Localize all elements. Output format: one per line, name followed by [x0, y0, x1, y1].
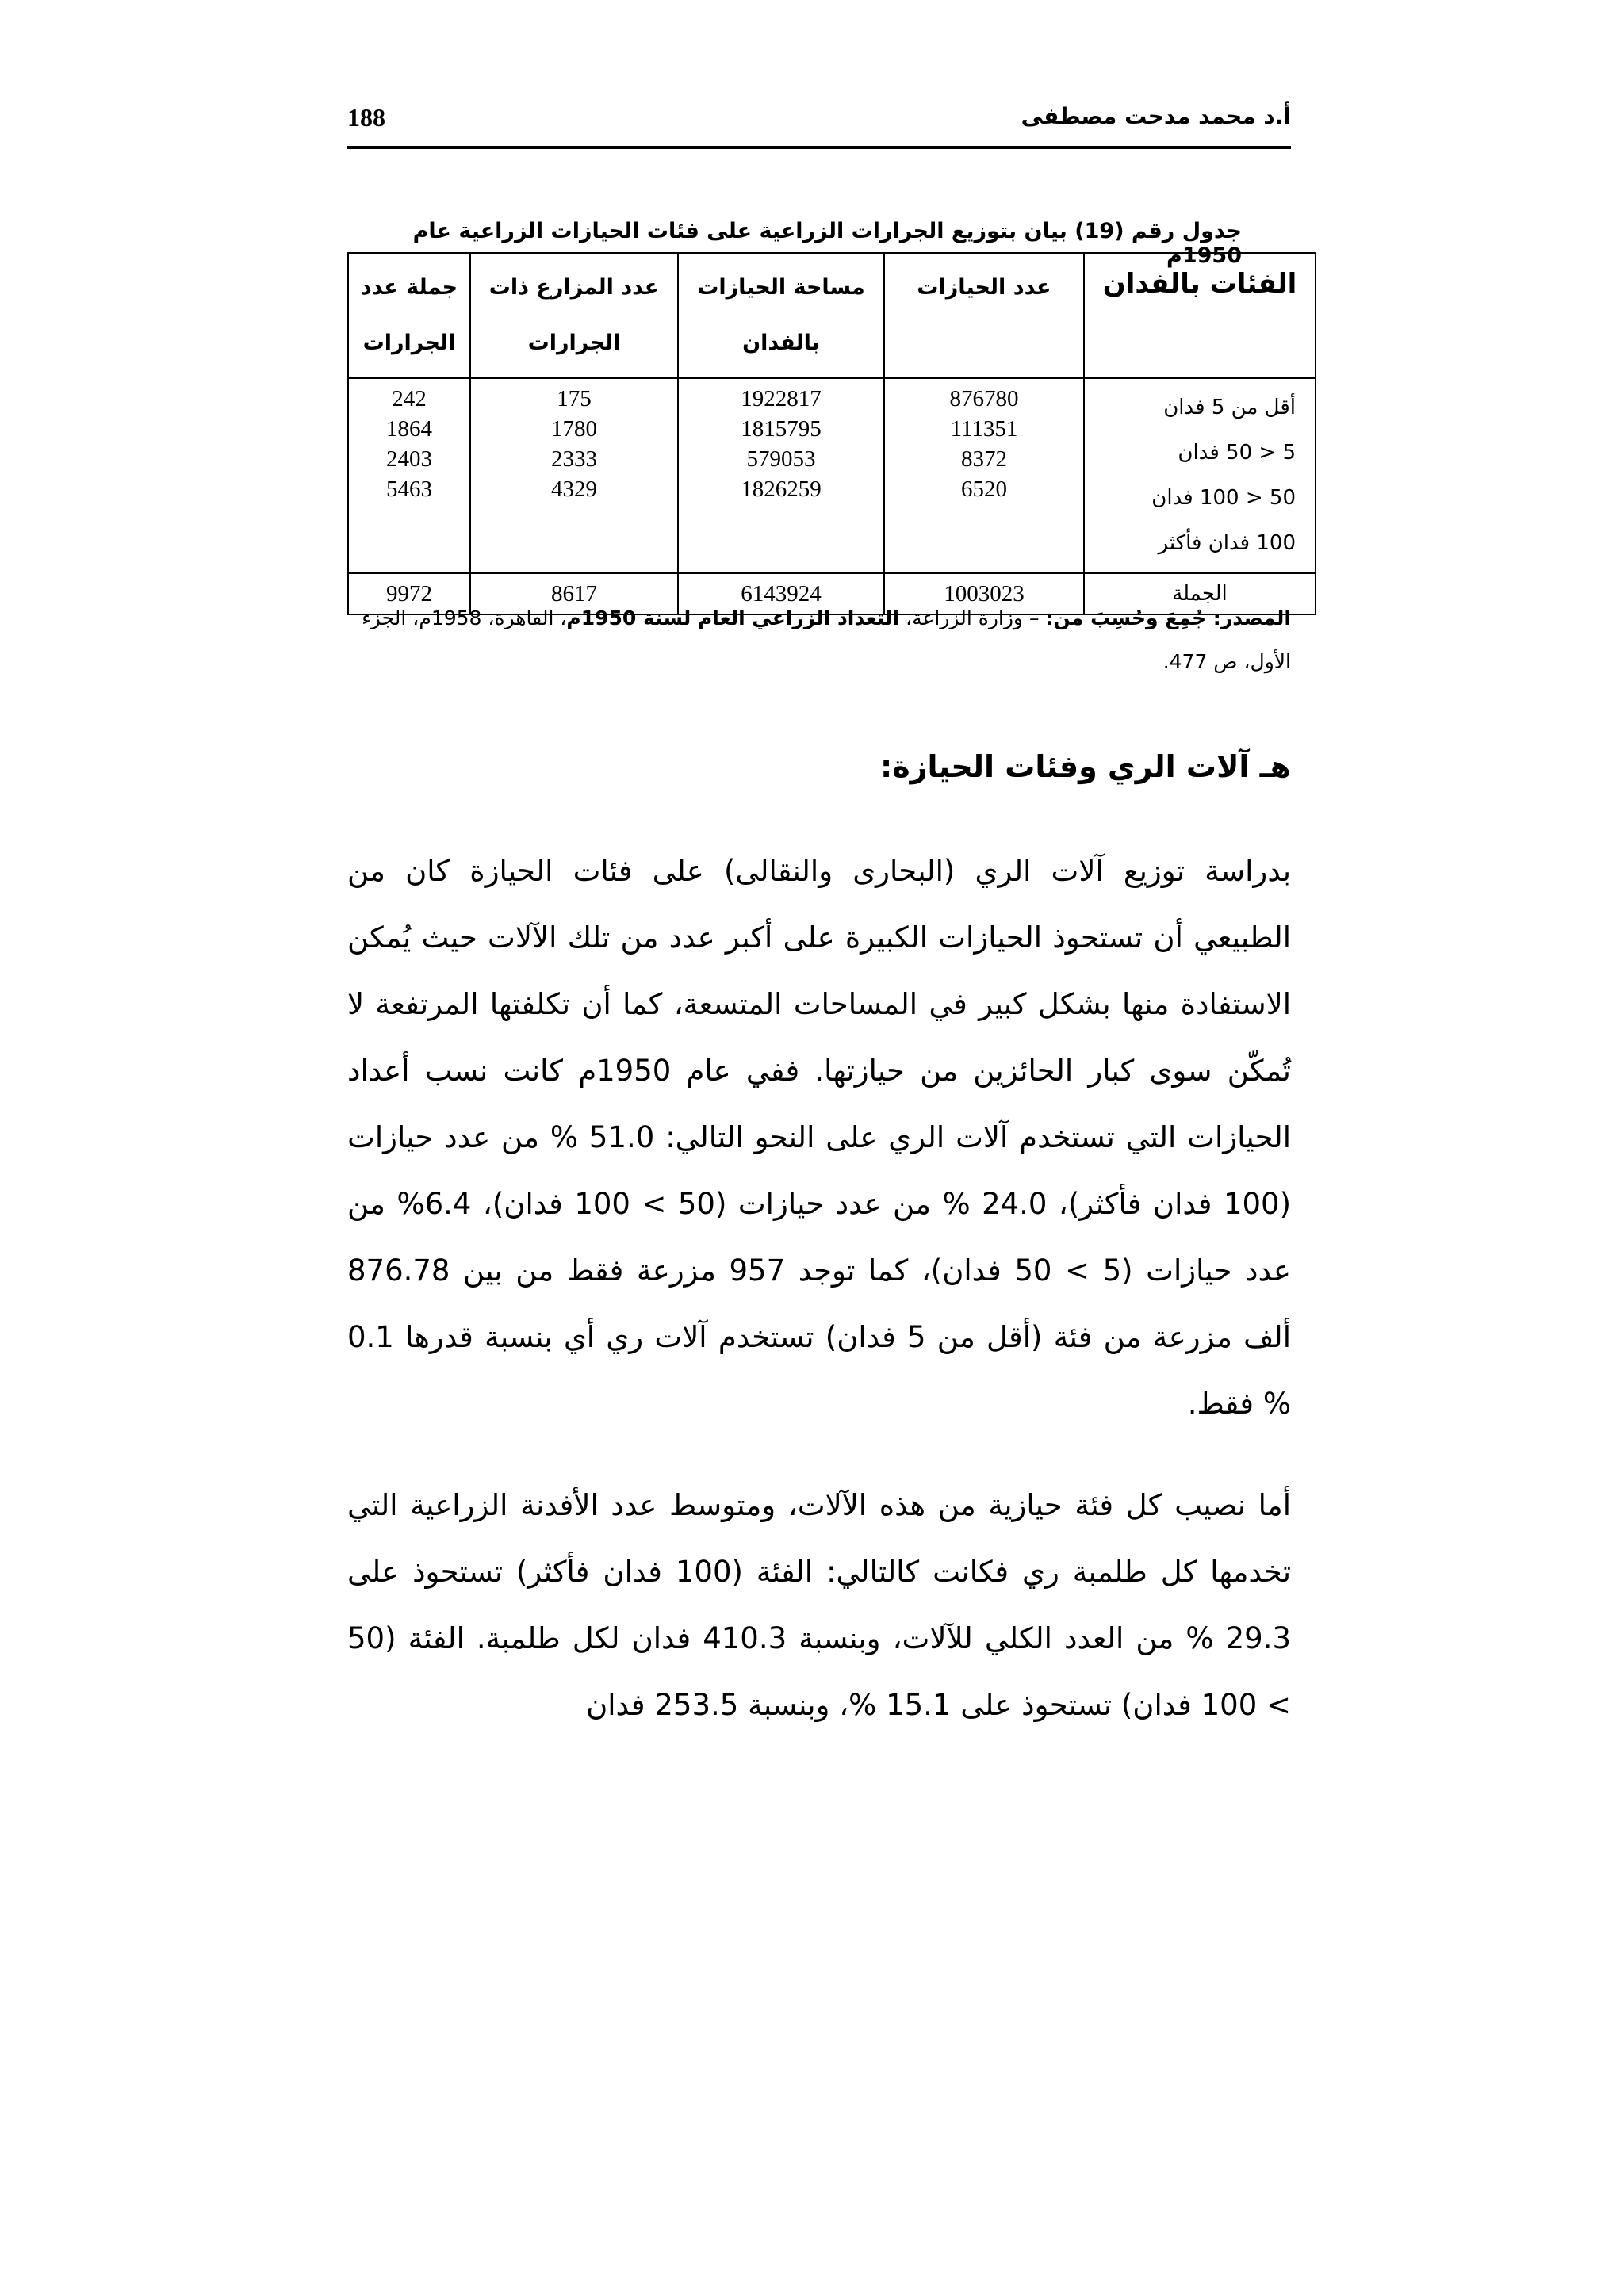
farms-with-tractors-cell — [470, 378, 678, 573]
total-holdings-count: 1003023 — [884, 573, 1084, 614]
table-value: 2403 — [386, 446, 432, 472]
category-label: 50 < 100 فدان — [1151, 486, 1296, 510]
table-value: 2333 — [551, 446, 597, 472]
table-row — [348, 378, 1316, 573]
table-value: 876780 — [949, 386, 1019, 411]
categories-cell — [1084, 378, 1316, 573]
body-paragraph: أما نصيب كل فئة حيازية من هذه الآلات، ومتوسط عدد الأفدنة الزراعية التي تخدمها كل طلمبة ري فكانت كالتالي: الفئة (100 فدان فأكثر) تستحوذ على 29.3 % من العدد الكلي للآلات، وبنسبة 410.3 فدان لكل طلمبة. الفئة (50 > 100 فدان) تستحوذ على 15.1 %، وبنسبة 253.5 فدان — [347, 1488, 1292, 1722]
table-value: 5463 — [386, 476, 432, 502]
total-tractors-cell — [348, 378, 470, 573]
table-source-note — [347, 596, 1291, 683]
table-value: 1864 — [386, 416, 432, 442]
table-value: 1780 — [551, 416, 597, 442]
table-value: 175 — [557, 386, 592, 411]
header-categories: الفئات بالفدان — [1084, 253, 1316, 378]
header-total-tractors: جملة عدد الجرارات — [348, 253, 470, 378]
table-value: 111351 — [950, 416, 1018, 442]
holdings-area-cell — [678, 378, 884, 573]
source-label: المصدر: جُمِعَ وحُسِبَ من: — [1045, 607, 1291, 629]
table-value: 6520 — [961, 476, 1007, 502]
tractor-distribution-table — [347, 252, 1316, 615]
category-label: 5 < 50 فدان — [1178, 441, 1296, 465]
body-paragraph: بدراسة توزيع آلات الري (البحارى والنقالى) على فئات الحيازة كان من الطبيعي أن تستحوذ الحيازات الكبيرة على أكبر عدد من تلك الآلات حيث يُمكن الاستفادة منها بشكل كبير في المساحات المتسعة، كما أن تكلفتها المرتفعة لا تُمكّن سوى كبار الحائزين من حيازتها. ففي عام 1950م كانت نسب أعداد الحيازات التي تستخدم آلات الري على النحو التالي: 51.0 % من عدد حيازات (100 فدان فأكثر)، 24.0 % من عدد حيازات (50 > 100 فدان)، 6.4% من عدد حيازات (5 > 50 فدان)، كما توجد 957 مزرعة فقط من بين 876.78 ألف مزرعة من فئة (أقل من 5 فدان) تستخدم آلات ري أي بنسبة قدرها 0.1 % فقط. — [347, 854, 1292, 1421]
table-value: 4329 — [551, 476, 597, 502]
total-tractors: 9972 — [348, 573, 470, 614]
total-label: الجملة — [1084, 573, 1316, 614]
table-caption: جدول رقم (19) بيان بتوزيع الجرارات الزراعية على فئات الحيازات الزراعية عام 1950م — [412, 219, 1242, 268]
author-name: أ.د محمد مدحت مصطفى — [1021, 103, 1291, 129]
running-header — [347, 103, 1291, 144]
header-farms-with-tractors: عدد المزارع ذات الجرارات — [470, 253, 678, 378]
category-label: 100 فدان فأكثر — [1158, 531, 1296, 555]
source-text: – وزارة الزراعة، — [899, 607, 1046, 629]
section-heading: هـ آلات الري وفئات الحيازة: — [880, 749, 1291, 784]
table-value: 242 — [392, 386, 427, 411]
source-title: التعداد الزراعي العام لسنة 1950م — [566, 607, 900, 629]
document-page — [347, 0, 1297, 2296]
table-value: 579053 — [746, 446, 816, 472]
total-farms-with-tractors: 8617 — [470, 573, 678, 614]
page-number: 188 — [347, 103, 385, 132]
header-divider — [347, 146, 1291, 149]
table-value: 8372 — [961, 446, 1007, 472]
header-holdings-count: عدد الحيازات — [884, 253, 1084, 378]
category-label: أقل من 5 فدان — [1163, 396, 1296, 419]
holdings-count-cell — [884, 378, 1084, 573]
table-value: 1922817 — [741, 386, 822, 411]
source-text: ، القاهرة، 1958م، الجزء الأول، ص 477. — [362, 607, 1291, 673]
header-holdings-area: مساحة الحيازات بالفدان — [678, 253, 884, 378]
total-holdings-area: 6143924 — [678, 573, 884, 614]
table-value: 1815795 — [741, 416, 822, 442]
table-header-row — [348, 253, 1316, 378]
table-value: 1826259 — [741, 476, 822, 502]
